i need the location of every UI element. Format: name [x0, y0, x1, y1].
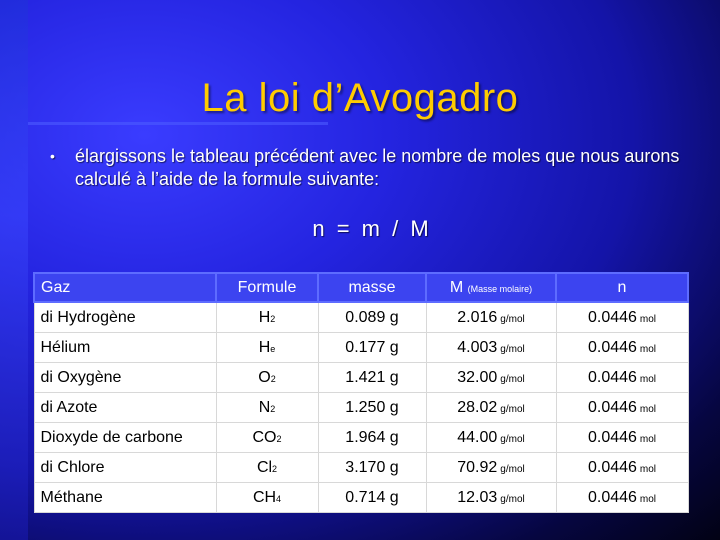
table-header-row [34, 273, 688, 302]
moles-value: 0.0446 [587, 308, 637, 326]
gas-name: di Oxygène [34, 363, 216, 393]
bullet-paragraph [50, 145, 700, 191]
gas-molar-mass [426, 363, 556, 393]
gas-formula [216, 453, 318, 483]
moles-unit: mol [639, 403, 657, 415]
gas-mass: 0.089 g [318, 302, 426, 333]
gas-molar-mass [426, 423, 556, 453]
moles-unit: mol [639, 493, 657, 505]
formula-subscript: 2 [276, 433, 282, 444]
molar-mass-value: 4.003 [457, 338, 498, 356]
formula-main: O [258, 368, 271, 386]
gas-mass: 1.964 g [318, 423, 426, 453]
header-gaz: Gaz [34, 273, 216, 302]
table-row [34, 302, 688, 333]
moles-value: 0.0446 [587, 428, 637, 446]
header-molar-mass [426, 273, 556, 302]
gas-name: Hélium [34, 333, 216, 363]
gas-moles [556, 453, 688, 483]
gas-name: di Hydrogène [34, 302, 216, 333]
formula-main: N [258, 398, 271, 416]
gas-mass: 1.250 g [318, 393, 426, 423]
header-m-symbol: M [449, 278, 464, 296]
table-row [34, 453, 688, 483]
formula-subscript: 2 [270, 403, 276, 414]
formula-main: CO [252, 428, 277, 446]
formula: n = m / M [312, 216, 432, 241]
gas-name: Méthane [34, 483, 216, 513]
gas-molar-mass [426, 453, 556, 483]
gas-molar-mass [426, 483, 556, 513]
formula-main: Cl [256, 458, 273, 476]
formula-main: H [258, 308, 271, 326]
table-row [34, 333, 688, 363]
table-row [34, 483, 688, 513]
gas-moles [556, 393, 688, 423]
slide-title: La loi d’Avogadro [201, 76, 519, 120]
gas-moles [556, 483, 688, 513]
header-masse: masse [318, 273, 426, 302]
table-row [34, 363, 688, 393]
table-row [34, 423, 688, 453]
molar-mass-value: 28.02 [457, 398, 498, 416]
gas-formula [216, 483, 318, 513]
gas-name: Dioxyde de carbone [34, 423, 216, 453]
formula-main: CH [252, 488, 277, 506]
table-row [34, 393, 688, 423]
moles-value: 0.0446 [587, 368, 637, 386]
moles-value: 0.0446 [587, 458, 637, 476]
moles-unit: mol [639, 373, 657, 385]
formula-subscript: 2 [272, 463, 278, 474]
gas-formula [216, 333, 318, 363]
moles-value: 0.0446 [587, 398, 637, 416]
gas-mass: 1.421 g [318, 363, 426, 393]
molar-mass-value: 70.92 [457, 458, 498, 476]
molar-mass-unit: g/mol [500, 313, 525, 325]
molar-mass-unit: g/mol [500, 373, 525, 385]
moles-value: 0.0446 [587, 338, 637, 356]
moles-value: 0.0446 [587, 488, 637, 506]
formula-main: H [258, 338, 271, 356]
gas-table [33, 272, 689, 513]
title-underline [28, 122, 328, 125]
formula-subscript: 2 [270, 373, 276, 384]
bullet-text: élargissons le tableau précédent avec le nombre de moles que nous aurons calculé à l’aide de la formule suivante: [75, 146, 680, 189]
gas-mass: 0.177 g [318, 333, 426, 363]
gas-name: di Azote [34, 393, 216, 423]
molar-mass-value: 44.00 [457, 428, 498, 446]
header-n: n [556, 273, 688, 302]
moles-unit: mol [639, 343, 657, 355]
header-m-note: (Masse molaire) [467, 283, 533, 294]
molar-mass-value: 32.00 [457, 368, 498, 386]
bullet-dot-icon: • [50, 148, 55, 164]
gas-moles [556, 423, 688, 453]
gas-moles [556, 363, 688, 393]
gas-molar-mass [426, 393, 556, 423]
molar-mass-unit: g/mol [500, 493, 525, 505]
molar-mass-unit: g/mol [500, 403, 525, 415]
header-formule: Formule [216, 273, 318, 302]
gas-mass: 3.170 g [318, 453, 426, 483]
gas-formula [216, 393, 318, 423]
gas-mass: 0.714 g [318, 483, 426, 513]
gas-formula [216, 302, 318, 333]
molar-mass-unit: g/mol [500, 343, 525, 355]
gas-moles [556, 333, 688, 363]
gas-molar-mass [426, 302, 556, 333]
molar-mass-unit: g/mol [500, 463, 525, 475]
moles-unit: mol [639, 463, 657, 475]
gas-formula [216, 363, 318, 393]
moles-unit: mol [639, 313, 657, 325]
formula-subscript: 2 [270, 313, 276, 324]
formula-subscript: e [270, 343, 276, 354]
formula-subscript: 4 [276, 493, 282, 504]
moles-unit: mol [639, 433, 657, 445]
molar-mass-value: 12.03 [457, 488, 498, 506]
molar-mass-unit: g/mol [500, 433, 525, 445]
gas-formula [216, 423, 318, 453]
molar-mass-value: 2.016 [457, 308, 498, 326]
gas-moles [556, 302, 688, 333]
gas-name: di Chlore [34, 453, 216, 483]
gas-molar-mass [426, 333, 556, 363]
